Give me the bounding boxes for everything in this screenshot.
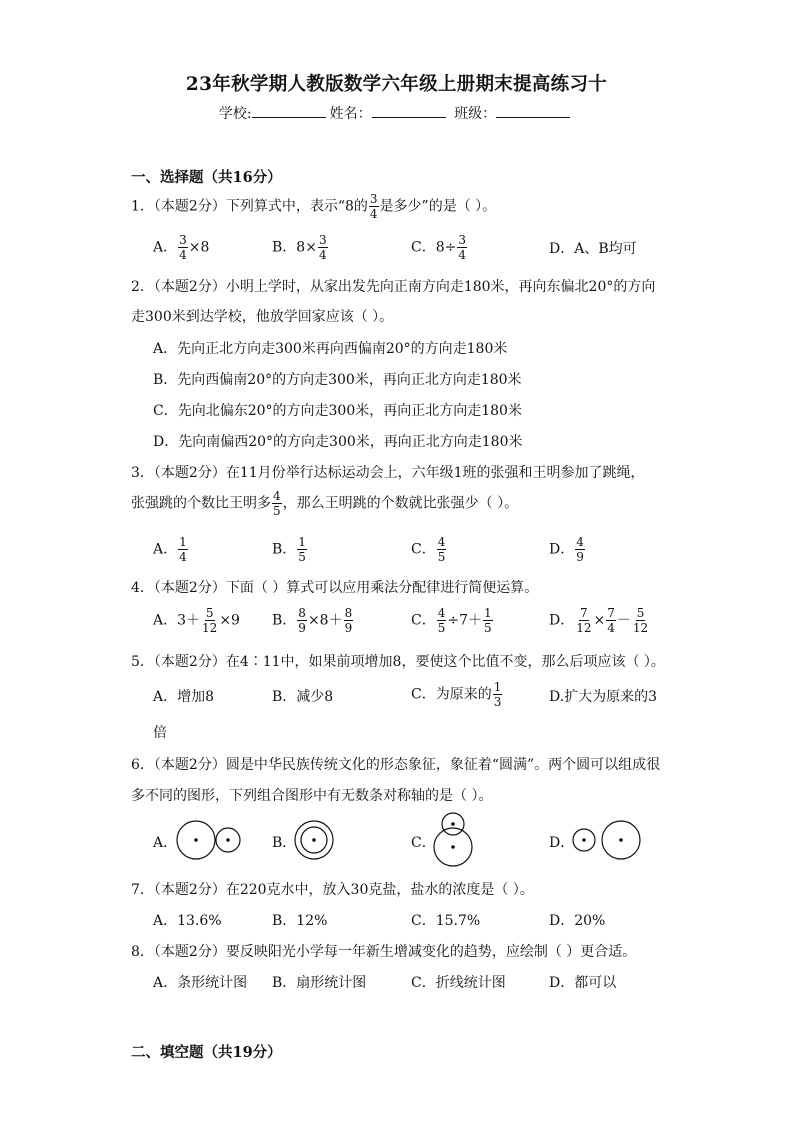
- question-3-line-2: 张强跳的个数比王明多 $\frac{4}{5}$ ，那么王明跳的个数就比张强少（ ）。: [131, 489, 519, 518]
- q2-option-a[interactable]: A．先向正北方向走300米再向西偏南20°的方向走180米: [153, 341, 508, 357]
- q8-option-a[interactable]: A．条形统计图: [153, 975, 248, 991]
- question-6-line-1: 6．（本题2分）圆是中华民族传统文化的形态象征，象征着“圆满”。两个圆可以组成很: [131, 757, 661, 773]
- class-label: 班级：: [454, 106, 497, 122]
- question-1: [131, 192, 496, 221]
- class-blank[interactable]: [496, 103, 570, 118]
- q7-option-b[interactable]: B．12%: [272, 913, 328, 929]
- q3-option-b[interactable]: B． $\frac{1}{5}$: [272, 535, 306, 564]
- question-7: 7．（本题2分）在220克水中，放入30克盐，盐水的浓度是（ ）。: [131, 882, 534, 898]
- q2-option-d[interactable]: D．先向南偏西20°的方向走300米，再向正北方向走180米: [153, 434, 523, 450]
- q1-text-pre: 1．（本题2分）下列算式中，表示“8的: [131, 198, 368, 215]
- q3-option-a[interactable]: A． $\frac{1}{4}$: [153, 535, 187, 564]
- q6-option-b-figure[interactable]: [293, 820, 337, 862]
- q3-fraction: $\frac{4}{5}$: [273, 489, 281, 518]
- q6-option-c-figure[interactable]: [432, 810, 474, 868]
- page-title: 23年秋学期人教版数学六年级上册期末提高练习十: [185, 74, 608, 95]
- q5-option-a[interactable]: A．增加8: [153, 689, 215, 705]
- question-4: 4．（本题2分）下面（ ）算式可以应用乘法分配律进行简便运算。: [131, 580, 539, 596]
- q4-option-b[interactable]: B． $\frac{8}{9}$ ×8＋ $\frac{8}{9}$: [272, 606, 353, 635]
- q4-option-c[interactable]: C． $\frac{4}{5}$ ÷7＋ $\frac{1}{5}$: [411, 606, 492, 635]
- section-heading-choice: 一、选择题（共16分）: [131, 169, 282, 186]
- section-heading-fill-blank: 二、填空题（共19分）: [131, 1044, 282, 1061]
- q5-option-d[interactable]: D.扩大为原来的3: [549, 689, 658, 705]
- q3-option-c[interactable]: C． $\frac{4}{5}$: [411, 535, 446, 564]
- question-2-line-1: 2．（本题2分）小明上学时，从家出发先向正南方向走180米，再向东偏北20°的方向: [131, 279, 656, 295]
- q2-option-c[interactable]: C．先向北偏东20°的方向走300米，再向正北方向走180米: [153, 403, 522, 419]
- question-5: 5．（本题2分）在4∶11中，如果前项增加8，要使这个比值不变，那么后项应该（ ）。: [131, 654, 665, 670]
- student-info-line: [0, 103, 793, 123]
- q3-option-d[interactable]: D． $\frac{4}{9}$: [549, 535, 584, 564]
- name-label: 姓名：: [329, 106, 372, 122]
- q6-option-d-figure[interactable]: [570, 820, 642, 862]
- q6-option-a-label[interactable]: A．: [153, 835, 178, 851]
- q5-option-b[interactable]: B．减少8: [272, 689, 334, 705]
- q6-option-b-label[interactable]: B．: [272, 835, 297, 851]
- q2-option-b[interactable]: B．先向西偏南20°的方向走300米，再向正北方向走180米: [153, 372, 522, 388]
- q1-option-a[interactable]: A． $\frac{3}{4}$ ×8: [153, 233, 210, 262]
- question-8: 8．（本题2分）要反映阳光小学每一年新生增减变化的趋势，应绘制（ ）更合适。: [131, 944, 637, 960]
- q7-option-d[interactable]: D．20%: [549, 913, 606, 929]
- school-blank[interactable]: [252, 103, 326, 118]
- q4-option-d[interactable]: D． $\frac{7}{12}$ × $\frac{7}{4}$ － $\frac{5}{12}$: [549, 606, 649, 635]
- q6-option-a-figure[interactable]: [175, 820, 245, 862]
- q6-option-d-label[interactable]: D．: [549, 835, 575, 851]
- question-2-line-2: 走300米到达学校，他放学回家应该（ ）。: [131, 309, 394, 325]
- question-3-line-1: 3．（本题2分）在11月份举行达标运动会上，六年级1班的张强和王明参加了跳绳，: [131, 465, 645, 481]
- q5-option-d-wrap: 倍: [153, 725, 167, 741]
- q1-fraction: $\frac{3}{4}$: [369, 192, 378, 221]
- q8-option-b[interactable]: B．扇形统计图: [272, 975, 367, 991]
- q7-option-c[interactable]: C．15.7%: [411, 913, 481, 929]
- q1-option-b[interactable]: B．8× $\frac{3}{4}$: [272, 233, 327, 262]
- q5-option-c[interactable]: C．为原来的 $\frac{1}{3}$: [411, 680, 502, 709]
- q1-text-post: 是多少”的是（ ）。: [379, 198, 497, 215]
- school-label: 学校:: [218, 106, 252, 122]
- name-blank[interactable]: [372, 103, 446, 118]
- question-6-line-2: 多不同的图形，下列组合图形中有无数条对称轴的是（ ）。: [131, 788, 493, 804]
- q6-option-c-label[interactable]: C．: [411, 835, 436, 851]
- q1-option-d[interactable]: D．A、B均可: [549, 241, 637, 257]
- q7-option-a[interactable]: A．13.6%: [153, 913, 222, 929]
- q8-option-c[interactable]: C．折线统计图: [411, 975, 506, 991]
- q8-option-d[interactable]: D．都可以: [549, 975, 617, 991]
- q4-option-a[interactable]: A．3＋ $\frac{5}{12}$ ×9: [153, 606, 240, 635]
- q1-option-c[interactable]: C．8÷ $\frac{3}{4}$: [411, 233, 466, 262]
